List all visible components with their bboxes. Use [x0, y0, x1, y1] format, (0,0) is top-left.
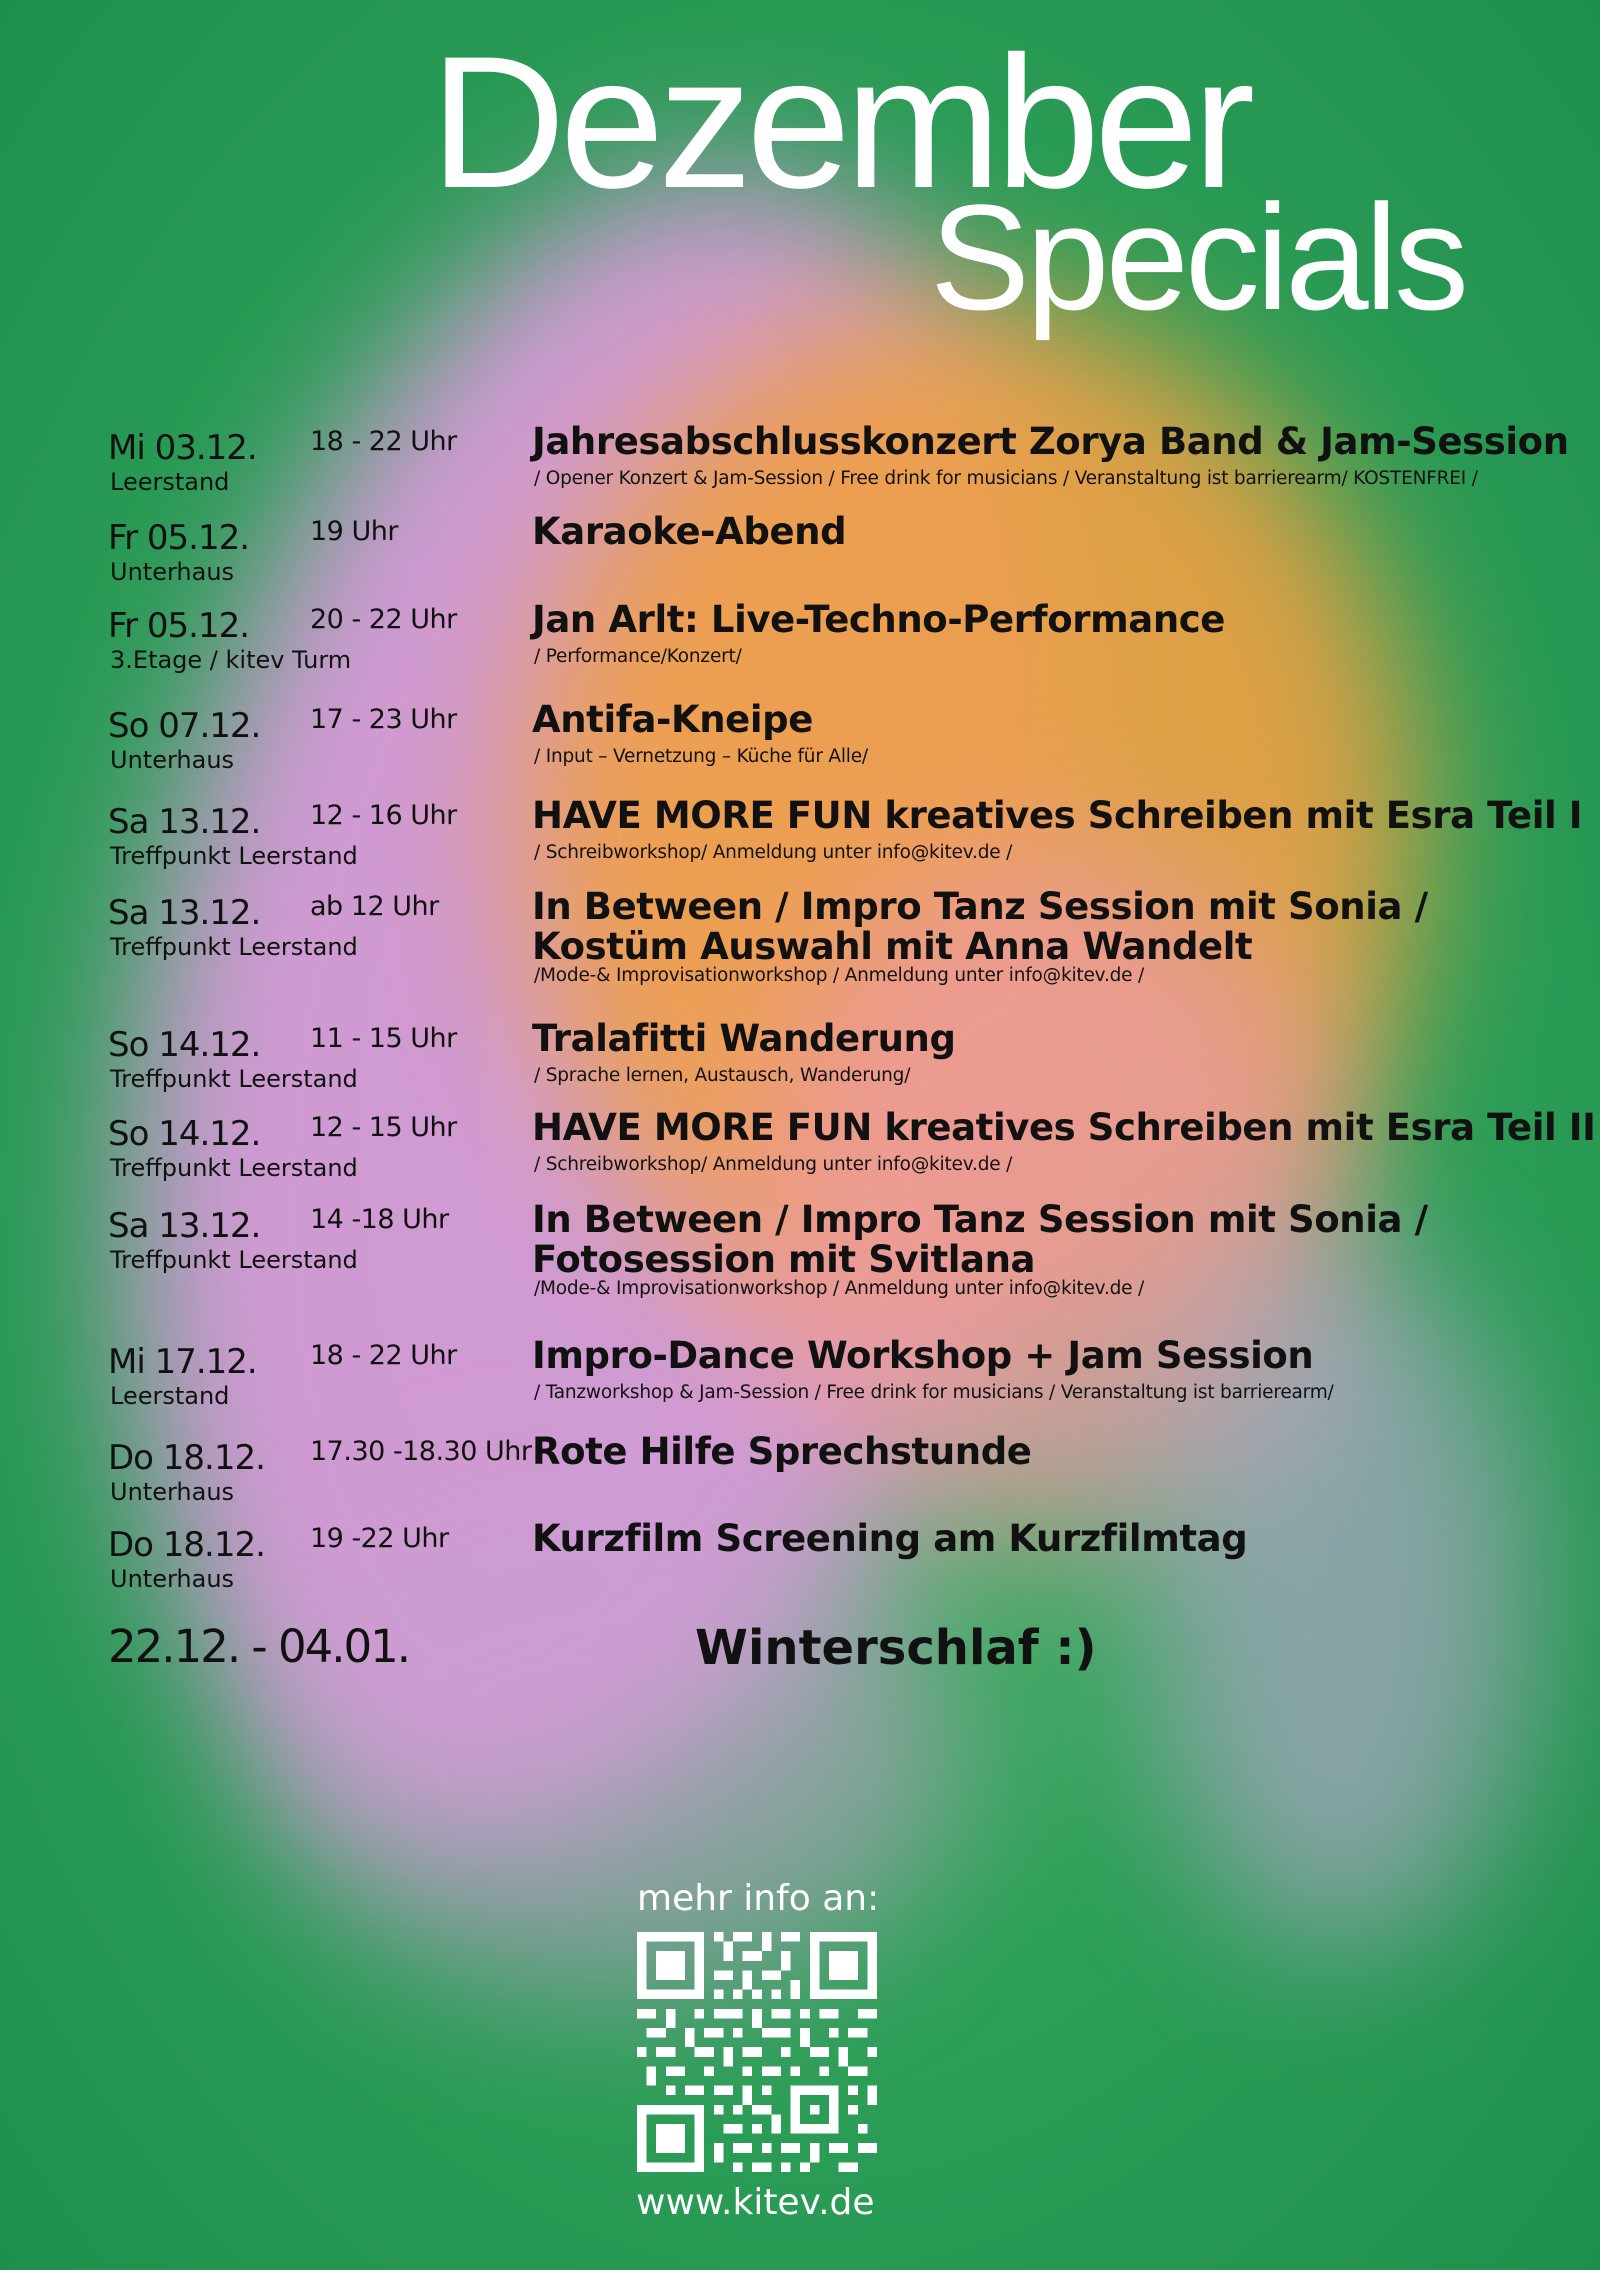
event-day: Mi 17.12. [108, 1342, 257, 1382]
event-location: Treffpunkt Leerstand [110, 1065, 358, 1093]
event-day: Fr 05.12. [108, 606, 250, 646]
event-time: 19 Uhr [310, 516, 398, 547]
event-location: Unterhaus [110, 1565, 235, 1593]
poster-subtitle: Specials [930, 173, 1465, 341]
event-title-line2: Kostüm Auswahl mit Anna Wandelt [532, 925, 1253, 968]
event-title: Antifa-Kneipe [532, 698, 813, 741]
winter-break-dates: 22.12. - 04.01. [108, 1620, 410, 1673]
event-title: HAVE MORE FUN kreatives Schreiben mit Esra Teil II [532, 1106, 1596, 1149]
lilac-blob [260, 1500, 960, 2000]
event-day: Do 18.12. [108, 1438, 265, 1478]
website-link[interactable]: www.kitev.de [636, 2182, 875, 2223]
event-details: / Tanzworkshop & Jam-Session / Free drink for musicians / Veranstaltung ist barrierearm/ [534, 1382, 1334, 1403]
event-day: So 14.12. [108, 1025, 261, 1065]
event-time: 11 - 15 Uhr [310, 1023, 457, 1054]
event-title: Jahresabschlusskonzert Zorya Band & Jam-Session [532, 420, 1569, 463]
event-time: 12 - 15 Uhr [310, 1112, 457, 1143]
event-day: So 14.12. [108, 1114, 261, 1154]
event-day: Fr 05.12. [108, 518, 250, 558]
poster-title: Dezember [430, 17, 1250, 227]
event-title: Tralafitti Wanderung [532, 1017, 956, 1060]
event-location: Unterhaus [110, 558, 235, 586]
event-title: Jan Arlt: Live-Techno-Performance [532, 598, 1225, 641]
event-title: In Between / Impro Tanz Session mit Sonia / Fotosession mit Svitlana [532, 1198, 1428, 1281]
event-details: / Performance/Konzert/ [534, 646, 742, 667]
event-details: / Schreibworkshop/ Anmeldung unter info@kitev.de / [534, 1154, 1013, 1175]
event-details: /Mode-& Improvisationworkshop / Anmeldung unter info@kitev.de / [534, 965, 1145, 986]
event-details: / Input – Vernetzung – Küche für Alle/ [534, 746, 868, 767]
event-location: 3.Etage / kitev Turm [110, 646, 352, 674]
event-location: Unterhaus [110, 746, 235, 774]
event-day: Mi 03.12. [108, 428, 257, 468]
event-day: Sa 13.12. [108, 802, 261, 842]
event-title-line2: Fotosession mit Svitlana [532, 1238, 1036, 1281]
event-time: 20 - 22 Uhr [310, 604, 457, 635]
event-day: Do 18.12. [108, 1525, 265, 1565]
event-title: In Between / Impro Tanz Session mit Sonia / Kostüm Auswahl mit Anna Wandelt [532, 885, 1428, 968]
event-location: Treffpunkt Leerstand [110, 933, 358, 961]
event-time: 12 - 16 Uhr [310, 800, 457, 831]
more-info-label: mehr info an: [637, 1878, 880, 1919]
event-title: Karaoke-Abend [532, 510, 847, 553]
event-location: Unterhaus [110, 1478, 235, 1506]
event-location: Treffpunkt Leerstand [110, 1246, 358, 1274]
event-time: 14 -18 Uhr [310, 1204, 449, 1235]
event-details: / Opener Konzert & Jam-Session / Free drink for musicians / Veranstaltung ist barrierearm/ KOSTENFREI / [534, 468, 1478, 489]
qr-code-icon[interactable] [637, 1932, 877, 2172]
event-day: So 07.12. [108, 706, 261, 746]
event-location: Treffpunkt Leerstand [110, 1154, 358, 1182]
event-details: / Sprache lernen, Austausch, Wanderung/ [534, 1065, 911, 1086]
event-time: 17.30 -18.30 Uhr [310, 1436, 532, 1467]
event-time: 18 - 22 Uhr [310, 426, 457, 457]
event-details: /Mode-& Improvisationworkshop / Anmeldung unter info@kitev.de / [534, 1278, 1145, 1299]
event-time: ab 12 Uhr [310, 891, 439, 922]
event-details: / Schreibworkshop/ Anmeldung unter info@kitev.de / [534, 842, 1013, 863]
event-title: Impro-Dance Workshop + Jam Session [532, 1334, 1314, 1377]
event-time: 19 -22 Uhr [310, 1523, 449, 1554]
event-title: Kurzfilm Screening am Kurzfilmtag [532, 1517, 1248, 1560]
event-location: Leerstand [110, 468, 230, 496]
event-title: HAVE MORE FUN kreatives Schreiben mit Esra Teil I [532, 794, 1583, 837]
event-location: Treffpunkt Leerstand [110, 842, 358, 870]
event-location: Leerstand [110, 1382, 230, 1410]
event-day: Sa 13.12. [108, 893, 261, 933]
event-time: 17 - 23 Uhr [310, 704, 457, 735]
event-title: Rote Hilfe Sprechstunde [532, 1430, 1032, 1473]
event-day: Sa 13.12. [108, 1206, 261, 1246]
winter-break-label: Winterschlaf :) [695, 1620, 1097, 1676]
event-time: 18 - 22 Uhr [310, 1340, 457, 1371]
